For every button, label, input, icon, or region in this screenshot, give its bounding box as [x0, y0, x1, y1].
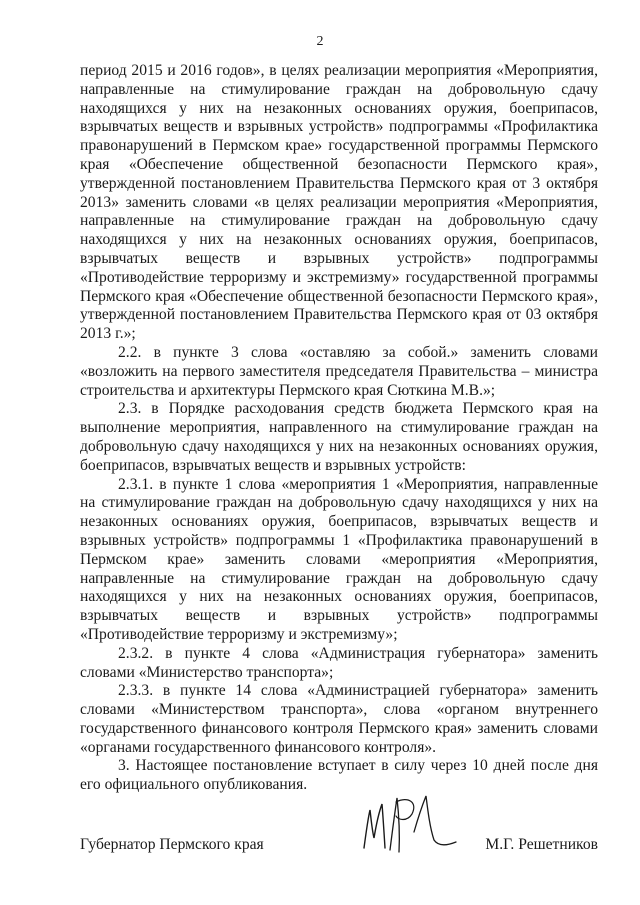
page-number: 2	[316, 34, 324, 49]
paragraph: 2.3. в Порядке расходования средств бюджета Пермского края на выполнение мероприятия, направленного на стимулирование граждан на добровольную сдачу находящихся у них на незаконных основаниях оружия, боеприпасов, взрывчатых веществ и взрывных устройств:	[80, 400, 598, 474]
paragraph: 2.3.1. в пункте 1 слова «мероприятия 1 «Мероприятия, направленные на стимулирование граждан на добровольную сдачу находящихся у них на незаконных основаниях оружия, боеприпасов, взрывчатых веществ и взрывных устройств» подпрограммы 1 «Профилактика правонарушений в Пермском крае» заменить словами «мероприятия «Мероприятия, направленные на стимулирование граждан на добровольную сдачу находящихся у них на незаконных основаниях оружия, боеприпасов, взрывчатых веществ и взрывных устройств» подпрограммы «Противодействие терроризму и экстремизму»;	[80, 475, 598, 643]
paragraph: 2.3.2. в пункте 4 слова «Администрация губернатора» заменить словами «Министерство транспорта»;	[80, 644, 598, 681]
paragraph: 3. Настоящее постановление вступает в силу через 10 дней после дня его официального опубликования.	[80, 757, 598, 794]
paragraph: 2.3.3. в пункте 14 слова «Администрацией губернатора» заменить словами «Министерством транспорта», слова «органом внутреннего государственного финансового контроля Пермского края» заменить словами «органами государственного финансового контроля».	[80, 682, 598, 756]
signatory-title: Губернатор Пермского края	[80, 836, 264, 853]
paragraph: период 2015 и 2016 годов», в целях реализации мероприятия «Мероприятия, направленные на стимулирование граждан на добровольную сдачу находящихся у них на незаконных основаниях оружия, боеприпасов, взрывчатых веществ и взрывных устройств» подпрограммы «Профилактика правонарушений в Пермском крае» государственной программы Пермского края «Обеспечение общественной безопасности Пермского края», утвержденной постановлением Правительства Пермского края от 3 октября 2013» заменить словами «в целях реализации мероприятия «Мероприятия, направленные на стимулирование граждан на добровольную сдачу находящихся у них на незаконных основаниях оружия, боеприпасов, взрывчатых веществ и взрывных устройств» подпрограммы «Противодействие терроризму и экстремизму» государственной программы Пермского края «Обеспечение общественной безопасности Пермского края», утвержденной постановлением Правительства Пермского края от 03 октября 2013 г.»;	[80, 62, 598, 343]
paragraph: 2.2. в пункте 3 слова «оставляю за собой.» заменить словами «возложить на первого заместителя председателя Правительства – министра строительства и архитектуры Пермского края Сюткина М.В.»;	[80, 343, 598, 399]
signatory-name: М.Г. Решетников	[485, 836, 598, 853]
handwritten-signature	[352, 788, 462, 858]
document-body	[80, 62, 598, 795]
